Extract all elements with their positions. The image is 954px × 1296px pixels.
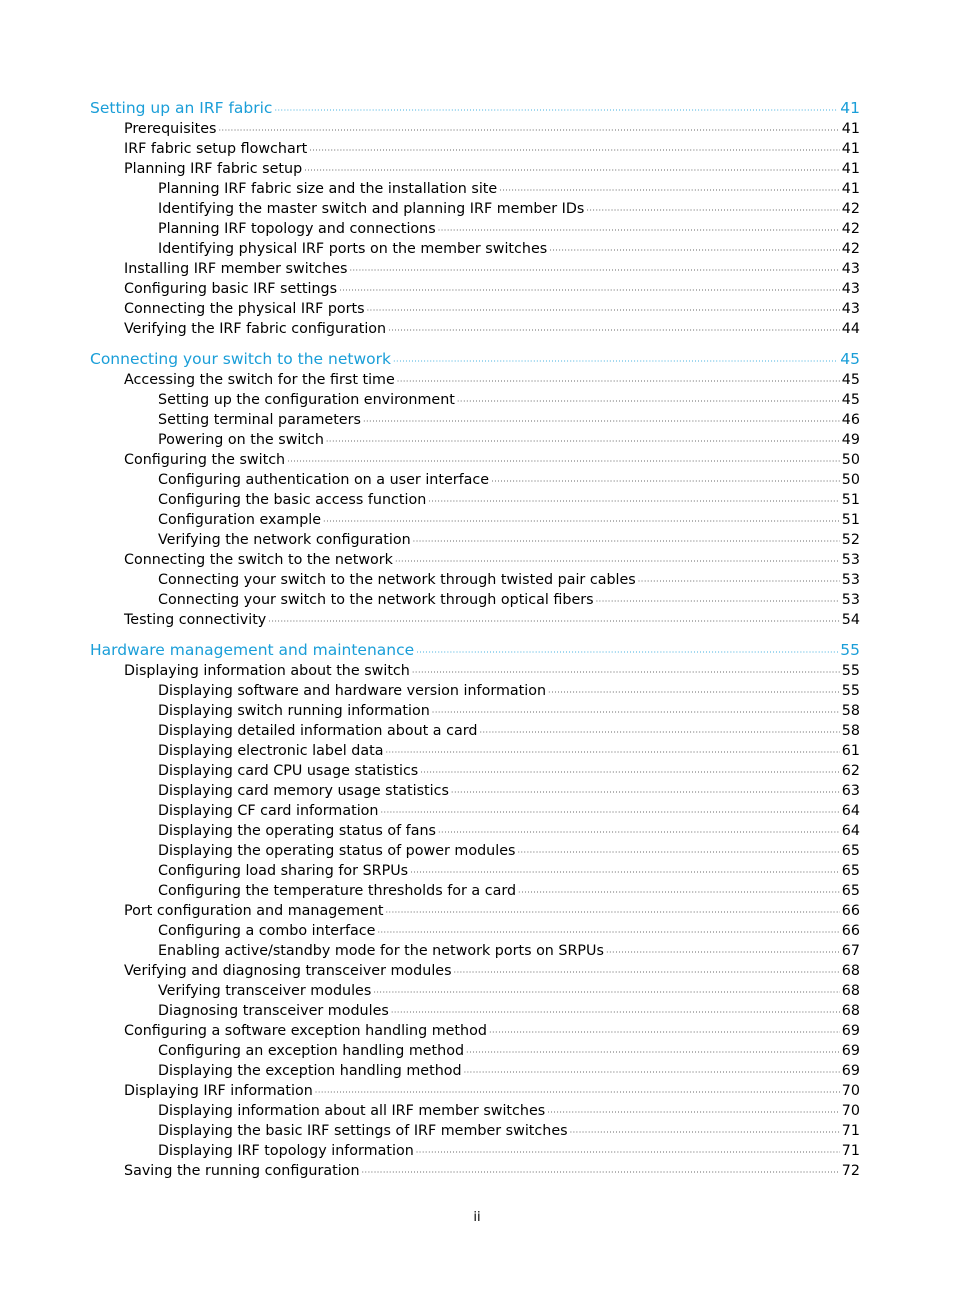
dot-leader <box>432 703 840 723</box>
toc-entry-title: Configuring a combo interface <box>158 923 376 939</box>
toc-entry-title: Displaying information about the switch <box>124 663 410 679</box>
toc-entry[interactable] <box>90 721 860 741</box>
toc-entry[interactable] <box>90 981 860 1001</box>
dot-leader <box>438 221 840 241</box>
toc-entry-page: 49 <box>841 432 860 448</box>
toc-entry[interactable] <box>90 701 860 721</box>
toc-entry-page: 61 <box>841 743 860 759</box>
toc-entry[interactable] <box>90 279 860 299</box>
dot-leader <box>381 803 840 823</box>
dot-leader <box>393 351 838 372</box>
toc-entry-page: 68 <box>841 983 860 999</box>
toc-entry-page: 42 <box>841 201 860 217</box>
dot-leader <box>548 683 840 703</box>
toc-entry-title: Accessing the switch for the first time <box>124 372 395 388</box>
toc-entry[interactable] <box>90 761 860 781</box>
dot-leader <box>416 1143 840 1163</box>
toc-entry-title: Connecting the switch to the network <box>124 552 393 568</box>
toc-entry-title: Configuring authentication on a user interface <box>158 472 490 488</box>
toc-entry[interactable] <box>90 1001 860 1021</box>
toc-entry-title: Displaying information about all IRF member switches <box>158 1103 546 1119</box>
dot-leader <box>385 743 839 763</box>
toc-entry-page: 43 <box>841 261 860 277</box>
toc-entry-page: 63 <box>841 783 860 799</box>
toc-entry-page: 53 <box>841 552 860 568</box>
toc-entry-title: Powering on the switch <box>158 432 324 448</box>
toc-entry-title: Configuring the temperature thresholds for a card <box>158 883 517 899</box>
toc-entry-title: IRF fabric setup flowchart <box>124 141 308 157</box>
toc-entry-title: Saving the running configuration <box>124 1163 360 1179</box>
dot-leader <box>274 100 838 121</box>
toc-entry-title: Configuring an exception handling method <box>158 1043 465 1059</box>
toc-entry-title: Configuring the switch <box>124 452 286 468</box>
toc-entry-page: 64 <box>841 803 860 819</box>
toc-entry[interactable] <box>90 590 860 610</box>
toc-entry-page: 69 <box>841 1043 860 1059</box>
toc-entry-page: 66 <box>841 923 860 939</box>
toc-entry-page: 65 <box>841 843 860 859</box>
toc-entry-title: Setting up an IRF fabric <box>90 99 273 117</box>
toc-entry[interactable] <box>90 199 860 219</box>
toc-entry-title: Displaying the basic IRF settings of IRF member switches <box>158 1123 568 1139</box>
dot-leader <box>362 1163 840 1183</box>
toc-entry-page: 55 <box>840 641 860 659</box>
toc-entry-page: 45 <box>840 350 860 368</box>
toc-entry[interactable] <box>90 530 860 550</box>
dot-leader <box>518 883 840 903</box>
toc-entry[interactable] <box>90 841 860 861</box>
toc-entry-title: Enabling active/standby mode for the network ports on SRPUs <box>158 943 604 959</box>
toc-entry-title: Diagnosing transceiver modules <box>158 1003 389 1019</box>
toc-entry[interactable] <box>90 1021 860 1041</box>
toc-entry[interactable] <box>90 259 860 279</box>
dot-leader <box>416 642 838 663</box>
toc-entry-title: Displaying the operating status of power modules <box>158 843 516 859</box>
toc-entry[interactable] <box>90 1141 860 1161</box>
toc-section-heading[interactable] <box>90 349 860 370</box>
toc-entry[interactable] <box>90 1161 860 1181</box>
toc-entry-title: Testing connectivity <box>124 612 267 628</box>
toc-entry-page: 41 <box>841 161 860 177</box>
dot-leader <box>586 201 839 221</box>
toc-entry[interactable] <box>90 681 860 701</box>
toc-entry[interactable] <box>90 801 860 821</box>
toc-entry-page: 62 <box>841 763 860 779</box>
dot-leader <box>420 763 840 783</box>
toc-entry-page: 50 <box>841 472 860 488</box>
toc-entry-page: 69 <box>841 1023 860 1039</box>
dot-leader <box>464 1063 840 1083</box>
toc-entry-title: Installing IRF member switches <box>124 261 348 277</box>
toc-entry-page: 43 <box>841 281 860 297</box>
toc-entry-page: 65 <box>841 863 860 879</box>
toc-entry[interactable] <box>90 470 860 490</box>
toc-entry-page: 54 <box>841 612 860 628</box>
toc-entry-title: Setting up the configuration environment <box>158 392 455 408</box>
toc-entry-page: 46 <box>841 412 860 428</box>
page-number: ii <box>473 1210 481 1225</box>
toc-entry-page: 65 <box>841 883 860 899</box>
dot-leader <box>549 241 840 261</box>
toc-entry-page: 42 <box>841 241 860 257</box>
dot-leader <box>326 432 840 452</box>
toc-entry-title: Hardware management and maintenance <box>90 641 415 659</box>
dot-leader <box>547 1103 840 1123</box>
toc-entry[interactable] <box>90 390 860 410</box>
dot-leader <box>391 1003 840 1023</box>
toc-entry[interactable] <box>90 821 860 841</box>
dot-leader <box>397 372 840 392</box>
dot-leader <box>413 532 840 552</box>
toc-entry-page: 41 <box>841 141 860 157</box>
toc-entry[interactable] <box>90 1041 860 1061</box>
toc-entry-title: Planning IRF topology and connections <box>158 221 436 237</box>
dot-leader <box>570 1123 840 1143</box>
toc-entry[interactable] <box>90 219 860 239</box>
dot-leader <box>466 1043 840 1063</box>
toc-entry[interactable] <box>90 941 860 961</box>
toc-entry[interactable] <box>90 410 860 430</box>
toc-entry-page: 68 <box>841 1003 860 1019</box>
dot-leader <box>596 592 840 612</box>
toc-entry-title: Verifying transceiver modules <box>158 983 372 999</box>
toc-entry[interactable] <box>90 1081 860 1101</box>
toc-entry-title: Displaying CF card information <box>158 803 379 819</box>
toc-entry[interactable] <box>90 881 860 901</box>
toc-entry-page: 45 <box>841 392 860 408</box>
dot-leader <box>304 161 840 181</box>
toc-entry[interactable] <box>90 299 860 319</box>
toc-entry-page: 70 <box>841 1103 860 1119</box>
toc-entry[interactable] <box>90 1101 860 1121</box>
toc-entry-page: 52 <box>841 532 860 548</box>
toc-entry-title: Planning IRF fabric size and the installation site <box>158 181 498 197</box>
dot-leader <box>412 663 840 683</box>
dot-leader <box>309 141 840 161</box>
dot-leader <box>287 452 840 472</box>
toc-entry[interactable] <box>90 490 860 510</box>
toc-entry-page: 53 <box>841 572 860 588</box>
toc-entry-title: Configuration example <box>158 512 322 528</box>
toc-entry-page: 55 <box>841 683 860 699</box>
toc-section-heading[interactable] <box>90 98 860 119</box>
toc-entry-title: Verifying and diagnosing transceiver modules <box>124 963 452 979</box>
toc-entry-title: Displaying IRF information <box>124 1083 313 1099</box>
dot-leader <box>218 121 839 141</box>
toc-entry-title: Configuring the basic access function <box>158 492 427 508</box>
toc-entry-page: 45 <box>841 372 860 388</box>
toc-entry[interactable] <box>90 1061 860 1081</box>
dot-leader <box>479 723 839 743</box>
toc-entry-page: 58 <box>841 723 860 739</box>
toc-entry[interactable] <box>90 961 860 981</box>
toc-entry[interactable] <box>90 741 860 761</box>
toc-entry-title: Connecting the physical IRF ports <box>124 301 365 317</box>
toc-entry-title: Configuring load sharing for SRPUs <box>158 863 409 879</box>
toc-entry-page: 42 <box>841 221 860 237</box>
toc-entry[interactable] <box>90 430 860 450</box>
dot-leader <box>388 321 840 341</box>
toc-entry-page: 71 <box>841 1143 860 1159</box>
toc-entry-page: 41 <box>841 181 860 197</box>
toc-entry-title: Displaying detailed information about a card <box>158 723 478 739</box>
dot-leader <box>373 983 839 1003</box>
dot-leader <box>517 843 839 863</box>
toc-entry-page: 55 <box>841 663 860 679</box>
toc-entry-title: Displaying card CPU usage statistics <box>158 763 419 779</box>
toc-entry-title: Prerequisites <box>124 121 217 137</box>
toc-entry-page: 50 <box>841 452 860 468</box>
dot-leader <box>385 903 839 923</box>
dot-leader <box>339 281 840 301</box>
toc-entry-title: Connecting your switch to the network <box>90 350 391 368</box>
toc-entry-page: 67 <box>841 943 860 959</box>
toc-entry-title: Planning IRF fabric setup <box>124 161 303 177</box>
dot-leader <box>395 552 840 572</box>
toc-entry[interactable] <box>90 610 860 630</box>
toc-entry-page: 68 <box>841 963 860 979</box>
dot-leader <box>377 923 839 943</box>
toc-entry[interactable] <box>90 781 860 801</box>
toc-entry-title: Displaying the exception handling method <box>158 1063 462 1079</box>
table-of-contents <box>90 98 860 1181</box>
toc-entry[interactable] <box>90 179 860 199</box>
dot-leader <box>638 572 840 592</box>
toc-entry[interactable] <box>90 1121 860 1141</box>
toc-entry-title: Displaying software and hardware version information <box>158 683 547 699</box>
toc-entry-title: Identifying the master switch and planning IRF member IDs <box>158 201 585 217</box>
toc-entry-page: 72 <box>841 1163 860 1179</box>
toc-entry[interactable] <box>90 119 860 139</box>
dot-leader <box>349 261 839 281</box>
toc-entry-title: Connecting your switch to the network through optical fibers <box>158 592 594 608</box>
toc-entry[interactable] <box>90 239 860 259</box>
dot-leader <box>367 301 840 321</box>
dot-leader <box>454 963 840 983</box>
toc-entry[interactable] <box>90 570 860 590</box>
dot-leader <box>428 492 840 512</box>
toc-entry-page: 64 <box>841 823 860 839</box>
toc-entry-title: Displaying electronic label data <box>158 743 384 759</box>
toc-entry-title: Configuring a software exception handling method <box>124 1023 487 1039</box>
dot-leader <box>457 392 840 412</box>
dot-leader <box>315 1083 840 1103</box>
toc-entry-page: 41 <box>841 121 860 137</box>
toc-entry-page: 53 <box>841 592 860 608</box>
toc-entry[interactable] <box>90 319 860 339</box>
toc-entry[interactable] <box>90 661 860 681</box>
toc-entry[interactable] <box>90 901 860 921</box>
dot-leader <box>451 783 840 803</box>
toc-entry-title: Setting terminal parameters <box>158 412 361 428</box>
dot-leader <box>489 1023 840 1043</box>
dot-leader <box>606 943 840 963</box>
toc-entry-page: 41 <box>840 99 860 117</box>
dot-leader <box>438 823 840 843</box>
toc-entry-page: 71 <box>841 1123 860 1139</box>
toc-entry[interactable] <box>90 861 860 881</box>
toc-entry[interactable] <box>90 550 860 570</box>
dot-leader <box>491 472 840 492</box>
dot-leader <box>268 612 840 632</box>
toc-entry-title: Verifying the IRF fabric configuration <box>124 321 387 337</box>
toc-entry-title: Displaying the operating status of fans <box>158 823 436 839</box>
toc-entry-title: Connecting your switch to the network through twisted pair cables <box>158 572 636 588</box>
toc-entry-page: 44 <box>841 321 860 337</box>
toc-entry-title: Displaying switch running information <box>158 703 430 719</box>
toc-entry[interactable] <box>90 159 860 179</box>
toc-entry-page: 51 <box>841 512 860 528</box>
toc-section-heading[interactable] <box>90 640 860 661</box>
toc-entry-page: 69 <box>841 1063 860 1079</box>
toc-entry[interactable] <box>90 370 860 390</box>
toc-entry-page: 66 <box>841 903 860 919</box>
toc-entry-title: Port configuration and management <box>124 903 384 919</box>
toc-entry[interactable] <box>90 450 860 470</box>
toc-entry-title: Displaying IRF topology information <box>158 1143 414 1159</box>
toc-entry-title: Verifying the network configuration <box>158 532 411 548</box>
toc-entry-title: Identifying physical IRF ports on the member switches <box>158 241 548 257</box>
toc-entry-title: Displaying card memory usage statistics <box>158 783 449 799</box>
toc-entry[interactable] <box>90 921 860 941</box>
toc-entry-page: 70 <box>841 1083 860 1099</box>
toc-entry[interactable] <box>90 139 860 159</box>
toc-entry-page: 51 <box>841 492 860 508</box>
dot-leader <box>499 181 840 201</box>
toc-entry-page: 58 <box>841 703 860 719</box>
dot-leader <box>410 863 840 883</box>
toc-entry[interactable] <box>90 510 860 530</box>
toc-entry-page: 43 <box>841 301 860 317</box>
toc-entry-title: Configuring basic IRF settings <box>124 281 338 297</box>
dot-leader <box>323 512 840 532</box>
dot-leader <box>363 412 840 432</box>
